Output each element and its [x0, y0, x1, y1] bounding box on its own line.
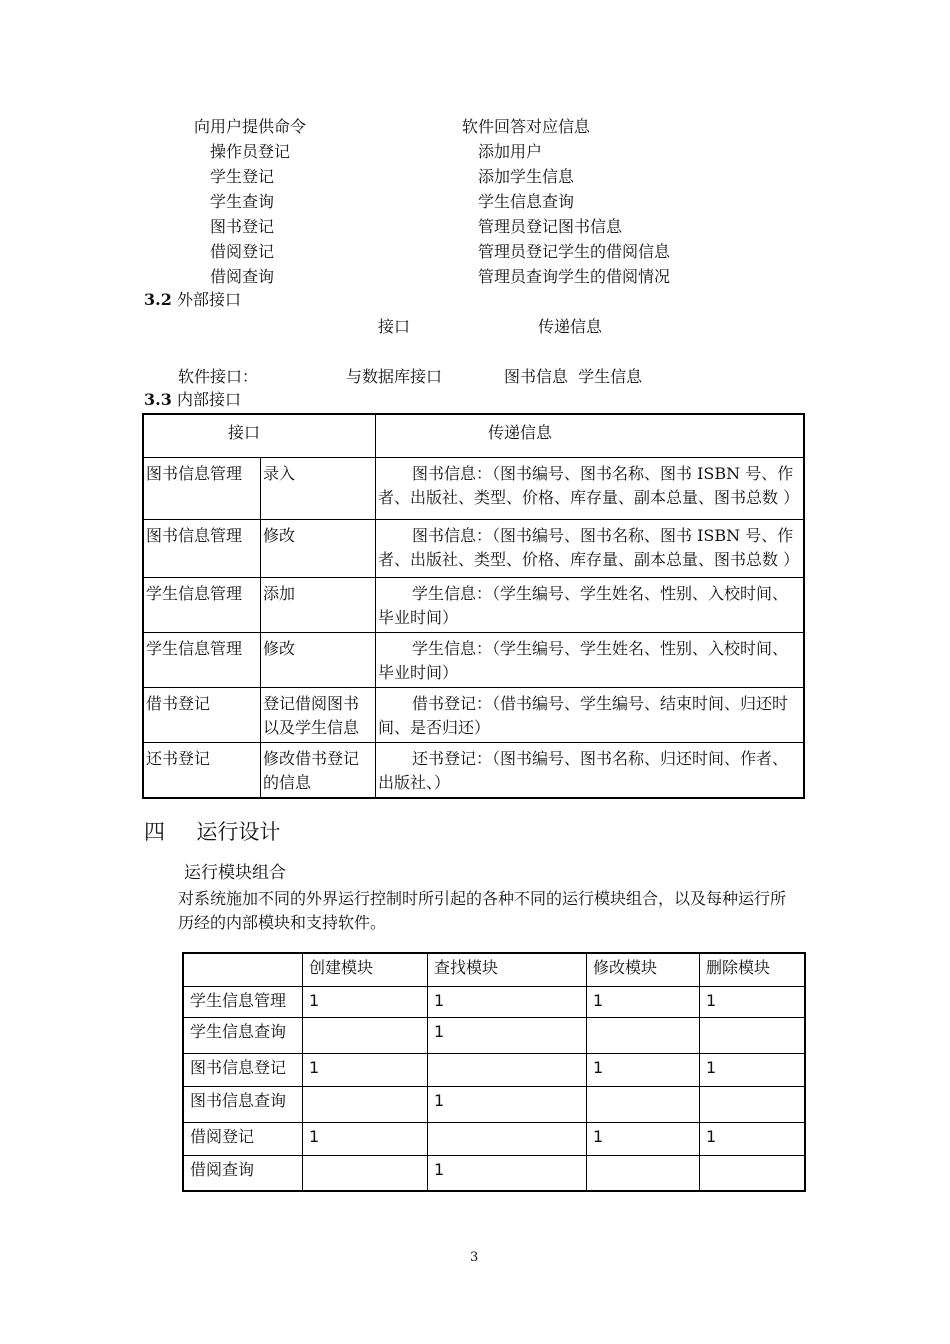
command-item: 学生登记 [210, 167, 275, 186]
external-row-iface: 与数据库接口 [346, 367, 443, 386]
module-cell: 图书信息管理 [143, 458, 261, 520]
header-cell: 创建模块 [303, 953, 428, 986]
value-cell: 1 [428, 986, 587, 1017]
table-row [183, 1086, 805, 1122]
row-label-cell: 学生信息查询 [183, 1017, 303, 1053]
row-label-cell: 借阅登记 [183, 1122, 303, 1155]
command-item: 借阅查询 [210, 267, 275, 286]
value-cell: 1 [587, 1053, 700, 1086]
section-title: 外部接口 [176, 290, 241, 309]
value-cell [587, 1086, 700, 1122]
value-cell [700, 1155, 806, 1191]
module-cell: 图书信息管理 [143, 520, 261, 578]
value-cell: 1 [700, 1122, 806, 1155]
external-col-iface: 接口 [378, 317, 411, 336]
command-item: 操作员登记 [210, 142, 291, 161]
op-cell: 修改 [261, 520, 376, 578]
response-item: 添加学生信息 [478, 167, 575, 186]
commands-left-header: 向用户提供命令 [194, 117, 307, 136]
header-cell: 修改模块 [587, 953, 700, 986]
table-row [183, 986, 805, 1017]
response-item: 学生信息查询 [478, 192, 575, 211]
value-cell: 1 [303, 1122, 428, 1155]
value-cell: 1 [700, 1053, 806, 1086]
row-label-cell: 学生信息管理 [183, 986, 303, 1017]
section-heading-external [144, 289, 241, 311]
section-number: 3.3 [144, 390, 172, 409]
info-cell: 图书信息：（图书编号、图书名称、图书 ISBN 号、作者、出版社、类型、价格、库存量、副本总量、图书总数 ） [376, 458, 805, 520]
table-row [143, 458, 804, 520]
info-cell: 还书登记：（图书编号、图书名称、归还时间、作者、出版社、） [376, 743, 805, 799]
internal-interface-table [142, 413, 805, 799]
header-iface: 接口 [143, 414, 376, 458]
module-cell: 学生信息管理 [143, 578, 261, 633]
value-cell [700, 1017, 806, 1053]
value-cell [428, 1122, 587, 1155]
value-cell: 1 [587, 986, 700, 1017]
value-cell [587, 1155, 700, 1191]
op-cell: 添加 [261, 578, 376, 633]
value-cell [303, 1086, 428, 1122]
section-title: 内部接口 [176, 390, 241, 409]
module-cell: 学生信息管理 [143, 633, 261, 688]
paragraph-line: 对系统施加不同的外界运行控制时所引起的各种不同的运行模块组合，以及每种运行所 [178, 889, 787, 908]
response-item: 管理员查询学生的借阅情况 [478, 267, 671, 286]
section-heading-internal [144, 389, 241, 411]
section-number: 3.2 [144, 290, 172, 309]
value-cell: 1 [587, 1122, 700, 1155]
external-row-info: 图书信息 学生信息 [504, 367, 643, 386]
section-title: 运行设计 [196, 820, 281, 844]
table-header-row [143, 414, 804, 458]
value-cell: 1 [700, 986, 806, 1017]
module-cell: 还书登记 [143, 743, 261, 799]
response-item: 管理员登记学生的借阅信息 [478, 242, 671, 261]
value-cell [303, 1155, 428, 1191]
value-cell [700, 1086, 806, 1122]
value-cell [303, 1017, 428, 1053]
table-row [143, 743, 804, 799]
op-cell: 修改借书登记的信息 [261, 743, 376, 799]
table-row [183, 1122, 805, 1155]
op-cell: 修改 [261, 633, 376, 688]
value-cell [428, 1053, 587, 1086]
command-item: 学生查询 [210, 192, 275, 211]
value-cell [587, 1017, 700, 1053]
op-cell: 登记借阅图书以及学生信息 [261, 688, 376, 743]
module-cell: 借书登记 [143, 688, 261, 743]
page-number: 3 [470, 1250, 479, 1265]
value-cell: 1 [428, 1017, 587, 1053]
header-cell: 删除模块 [700, 953, 806, 986]
table-row [143, 688, 804, 743]
op-cell: 录入 [261, 458, 376, 520]
command-item: 借阅登记 [210, 242, 275, 261]
row-label-cell: 借阅查询 [183, 1155, 303, 1191]
table-row [143, 633, 804, 688]
info-cell: 学生信息：（学生编号、学生姓名、性别、入校时间、毕业时间） [376, 633, 805, 688]
header-cell: 查找模块 [428, 953, 587, 986]
external-col-info: 传递信息 [538, 317, 603, 336]
value-cell: 1 [428, 1155, 587, 1191]
external-row-label: 软件接口： [178, 367, 259, 386]
table-row [183, 1155, 805, 1191]
row-label-cell: 图书信息登记 [183, 1053, 303, 1086]
response-item: 添加用户 [478, 142, 543, 161]
commands-right-header: 软件回答对应信息 [462, 117, 591, 136]
module-combination-table [182, 952, 806, 1192]
section-number: 四 [144, 820, 165, 844]
row-label-cell: 图书信息查询 [183, 1086, 303, 1122]
value-cell: 1 [303, 1053, 428, 1086]
table-row [143, 520, 804, 578]
command-item: 图书登记 [210, 217, 275, 236]
table-row [183, 1053, 805, 1086]
value-cell: 1 [428, 1086, 587, 1122]
value-cell: 1 [303, 986, 428, 1017]
table-header-row [183, 953, 805, 986]
header-cell [183, 953, 303, 986]
section-heading-run-design [144, 818, 280, 846]
paragraph-line: 历经的内部模块和支持软件。 [178, 913, 387, 932]
table-row [143, 578, 804, 633]
table-row [183, 1017, 805, 1053]
response-item: 管理员登记图书信息 [478, 217, 623, 236]
header-info: 传递信息 [376, 414, 805, 458]
info-cell: 学生信息：（学生编号、学生姓名、性别、入校时间、毕业时间） [376, 578, 805, 633]
info-cell: 借书登记：（借书编号、学生编号、结束时间、归还时间、是否归还） [376, 688, 805, 743]
info-cell: 图书信息：（图书编号、图书名称、图书 ISBN 号、作者、出版社、类型、价格、库存量、副本总量、图书总数 ） [376, 520, 805, 578]
subsection-title: 运行模块组合 [184, 863, 286, 883]
